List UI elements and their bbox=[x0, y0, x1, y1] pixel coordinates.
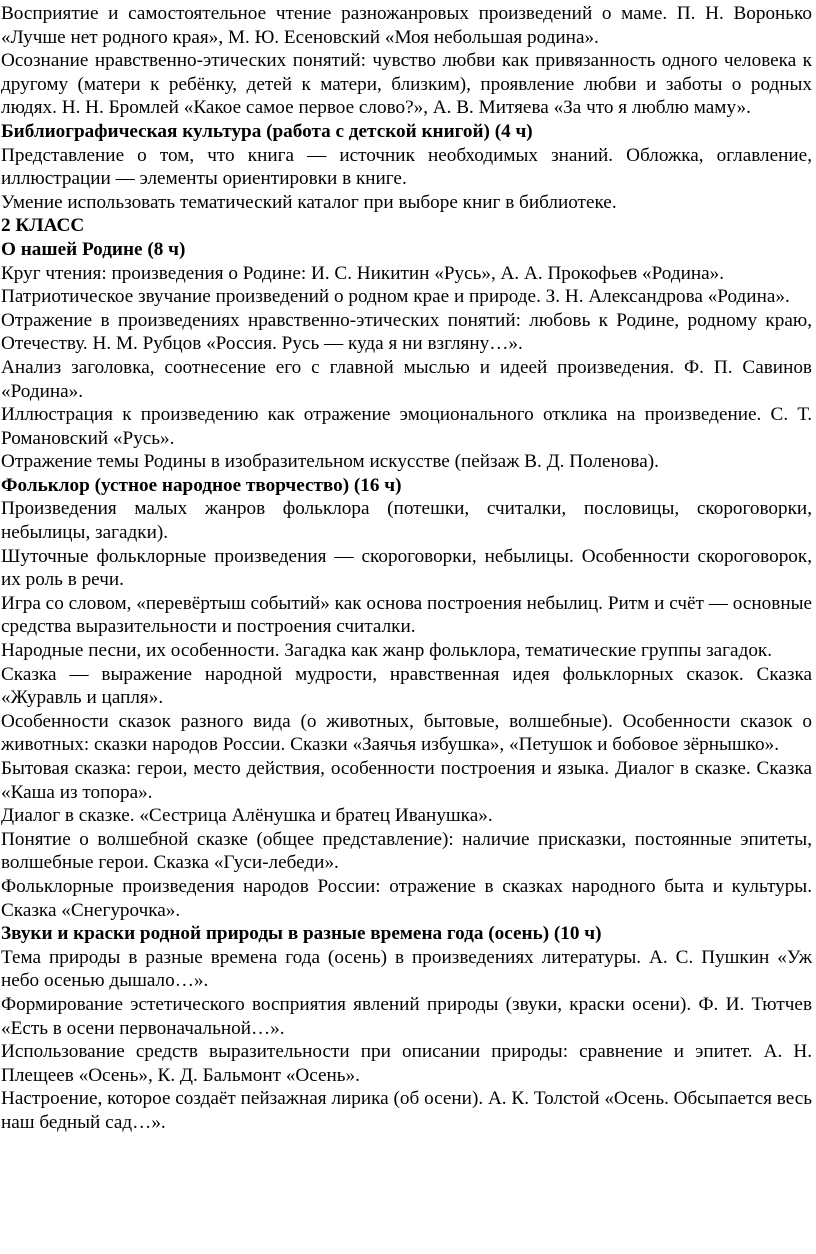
class-heading: 2 КЛАСС bbox=[1, 215, 85, 237]
paragraph: Отражение в произведениях нравственно-этических понятий: любовь к Родине, родному краю, Отечеству. Н. М. Рубцов «Россия. Русь — куда я ни взгляну…». bbox=[1, 309, 812, 355]
paragraph: Иллюстрация к произведению как отражение эмоционального отклика на произведение. С. Т. Романовский «Русь». bbox=[1, 404, 812, 449]
paragraph: Формирование эстетического восприятия явлений природы (звуки, краски осени). Ф. И. Тютчев «Есть в осени первоначальной…». bbox=[1, 993, 812, 1039]
paragraph: Использование средств выразительности при описании природы: сравнение и эпитет. А. Н. Плещеев «Осень», К. Д. Бальмонт «Осень». bbox=[1, 1041, 812, 1086]
paragraph: Настроение, которое создаёт пейзажная лирика (об осени). А. К. Толстой «Осень. Обсыпается весь наш бедный сад…». bbox=[1, 1088, 812, 1133]
section-heading: Фольклор (устное народное творчество) (16 ч) bbox=[1, 474, 402, 496]
paragraph: Понятие о волшебной сказке (общее представление): наличие присказки, постоянные эпитеты, волшебные герои. Сказка «Гуси-лебеди». bbox=[1, 828, 812, 874]
paragraph: Восприятие и самостоятельное чтение разножанровых произведений о маме. П. Н. Воронько «Лучше нет родного края», М. Ю. Есеновский «Моя небольшая родина». bbox=[1, 3, 812, 48]
paragraph: Сказка — выражение народной мудрости, нравственная идея фольклорных сказок. Сказка «Журавль и цапля». bbox=[1, 663, 812, 709]
paragraph: Патриотическое звучание произведений о родном крае и природе. З. Н. Александрова «Родина». bbox=[1, 286, 790, 308]
paragraph: Шуточные фольклорные произведения — скороговорки, небылицы. Особенности скороговорок, их роль в речи. bbox=[1, 545, 812, 591]
paragraph: Фольклорные произведения народов России: отражение в сказках народного быта и культуры. Сказка «Снегурочка». bbox=[1, 875, 812, 921]
section-heading: О нашей Родине (8 ч) bbox=[1, 238, 186, 260]
paragraph: Умение использовать тематический каталог при выборе книг в библиотеке. bbox=[1, 191, 617, 213]
paragraph: Представление о том, что книга — источник необходимых знаний. Обложка, оглавление, иллюстрации — элементы ориентировки в книге. bbox=[1, 144, 812, 190]
paragraph: Отражение темы Родины в изобразительном искусстве (пейзаж В. Д. Поленова). bbox=[1, 451, 659, 473]
paragraph: Народные песни, их особенности. Загадка как жанр фольклора, тематические группы загадок. bbox=[1, 640, 773, 662]
section-heading: Звуки и краски родной природы в разные времена года (осень) (10 ч) bbox=[1, 923, 602, 945]
paragraph: Особенности сказок разного вида (о животных, бытовые, волшебные). Особенности сказок о животных: сказки народов России. Сказки «Заячья избушка», «Петушок и бобовое зёрнышко». bbox=[1, 710, 812, 756]
paragraph: Диалог в сказке. «Сестрица Алёнушка и братец Иванушка». bbox=[1, 805, 493, 827]
paragraph: Тема природы в разные времена года (осень) в произведениях литературы. А. С. Пушкин «Уж небо осенью дышало…». bbox=[1, 946, 812, 992]
paragraph: Игра со словом, «перевёртыш событий» как основа построения небылиц. Ритм и счёт — основные средства выразительности и построения считалки. bbox=[1, 592, 812, 638]
section-heading: Библиографическая культура (работа с детской книгой) (4 ч) bbox=[1, 120, 533, 142]
paragraph: Осознание нравственно-этических понятий: чувство любви как привязанность одного человека к другому (матери к ребёнку, детей к матери, близким), проявление любви и заботы о родных людях. Н. Н. Бромлей «Какое самое первое слово?», А. В. Митяева «За что я люблю маму». bbox=[1, 50, 812, 119]
paragraph: Бытовая сказка: герои, место действия, особенности построения и языка. Диалог в сказке. Сказка «Каша из топора». bbox=[1, 758, 812, 803]
paragraph: Круг чтения: произведения о Родине: И. С. Никитин «Русь», А. А. Прокофьев «Родина». bbox=[1, 262, 725, 284]
paragraph: Произведения малых жанров фольклора (потешки, считалки, пословицы, скороговорки, небылицы, загадки). bbox=[1, 498, 812, 544]
paragraph: Анализ заголовка, соотнесение его с главной мыслью и идеей произведения. Ф. П. Савинов «Родина». bbox=[1, 356, 812, 402]
